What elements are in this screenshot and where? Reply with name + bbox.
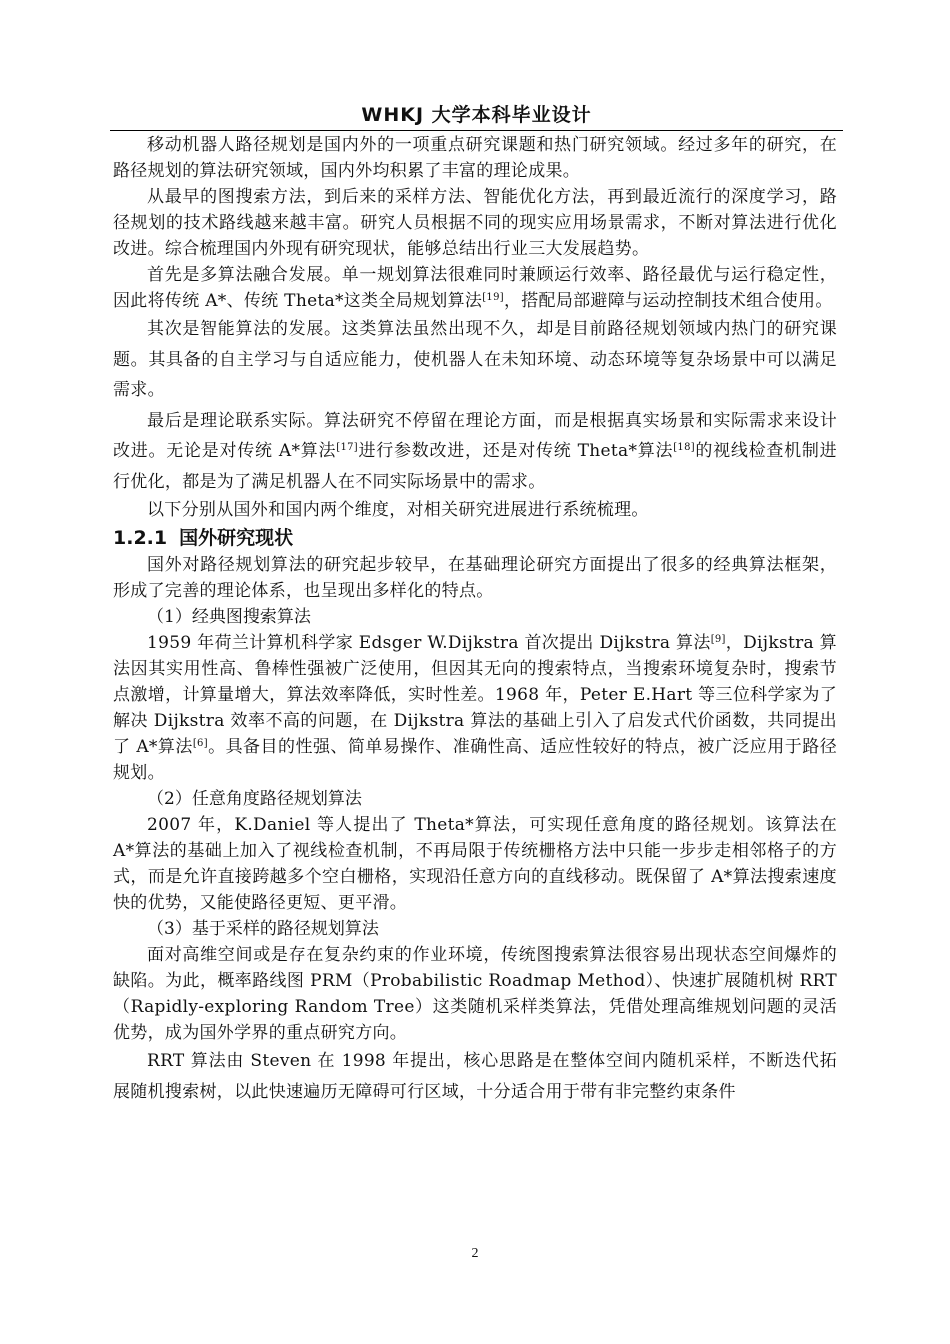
- paragraph-text: ，Dijkstra 算法因其实用性高、鲁棒性强被广泛使用，但因其无向的搜索特点，当搜索环境复杂时，搜索节点激增，计算量增大，算法效率降低，实时性差。1968 年，Peter E.Hart 等三位科学家为了解决 Dijkstra 效率不高的问题，在 Dijkstra 算法的基础上引入了启发式代价函数，共同提出了 A*算法: [113, 633, 837, 757]
- paragraph-text: ，搭配局部避障与运动控制技术组合使用。: [503, 291, 833, 311]
- paragraph-intro: 移动机器人路径规划是国内外的一项重点研究课题和热门研究领域。经过多年的研究，在路径规划的算法研究领域，国内外均积累了丰富的理论成果。: [113, 135, 837, 181]
- section-number: 1.2.1: [113, 527, 168, 549]
- paragraph-trend-fusion: [113, 262, 837, 314]
- citation-ref: [18]: [673, 442, 695, 453]
- section-intro: 国外对路径规划算法的研究起步较早，在基础理论研究方面提出了很多的经典算法框架，形成了完善的理论体系，也呈现出多样化的特点。: [113, 555, 837, 601]
- paragraph-text: 首先是多算法融合发展。单一规划算法很难同时兼顾运行效率、路径最优与运行稳定性，因此将传统 A*、传统 Theta*这类全局规划算法: [113, 265, 837, 311]
- paragraph-technical-routes: 从最早的图搜索方法，到后来的采样方法、智能优化方法，再到最近流行的深度学习，路径规划的技术路线越来越丰富。研究人员根据不同的现实应用场景需求，不断对算法进行优化改进。综合梳理国内外现有研究现状，能够总结出行业三大发展趋势。: [113, 187, 837, 259]
- citation-ref: [17]: [336, 442, 358, 453]
- page-header-title: WHKJ 大学本科毕业设计: [361, 104, 592, 126]
- paragraph-text: 1959 年荷兰计算机科学家 Edsger W.Dijkstra 首次提出 Dijkstra 算法: [147, 633, 711, 653]
- page-number: 2: [471, 1246, 479, 1261]
- subsection-label-sampling: （3）基于采样的路径规划算法: [147, 919, 379, 939]
- subsection-label-any-angle: （2）任意角度路径规划算法: [147, 789, 362, 809]
- paragraph-rrt: RRT 算法由 Steven 在 1998 年提出，核心思路是在整体空间内随机采样，不断迭代拓展随机搜索树，以此快速遍历无障碍可行区域，十分适合用于带有非完整约束条件: [113, 1051, 837, 1102]
- paragraph-outline: 以下分别从国外和国内两个维度，对相关研究进展进行系统梳理。: [147, 500, 649, 520]
- citation-ref: [9]: [710, 634, 726, 645]
- paragraph-graph-search: [113, 630, 837, 786]
- paragraph-trend-intelligent: 其次是智能算法的发展。这类算法虽然出现不久，却是目前路径规划领域内热门的研究课题。其具备的自主学习与自适应能力，使机器人在未知环境、动态环境等复杂场景中可以满足需求。: [113, 319, 837, 400]
- paragraph-text: 。具备目的性强、简单易操作、准确性高、适应性较好的特点，被广泛应用于路径规划。: [113, 737, 837, 783]
- paragraph-text: 的视线检查机制进行优化，都是为了满足机器人在不同实际场景中的需求。: [113, 441, 837, 492]
- body-content: [113, 132, 837, 1107]
- header-rule: [110, 130, 843, 131]
- subsection-label-graph-search: （1）经典图搜索算法: [147, 607, 311, 627]
- section-title: 国外研究现状: [179, 527, 294, 549]
- section-heading: [113, 523, 837, 552]
- paragraph-any-angle: 2007 年，K.Daniel 等人提出了 Theta*算法，可实现任意角度的路径规划。该算法在 A*算法的基础上加入了视线检查机制，不再局限于传统栅格方法中只能一步步走相邻格子的方式，而是允许直接跨越多个空白栅格，实现沿任意方向的直线移动。既保留了 A*算法搜索速度快的优势，又能使路径更短、更平滑。: [113, 815, 837, 913]
- paragraph-sampling: 面对高维空间或是存在复杂约束的作业环境，传统图搜索算法很容易出现状态空间爆炸的缺陷。为此，概率路线图 PRM（Probabilistic Roadmap Method）、快速扩展随机树 RRT（Rapidly-exploring Random Tree）这类随机采样类算法，凭借处理高维规划问题的灵活优势，成为国外学界的重点研究方向。: [113, 945, 837, 1043]
- citation-ref: [6]: [192, 738, 208, 749]
- paragraph-text: 最后是理论联系实际。算法研究不停留在理论方面，而是根据真实场景和实际需求来设计改进。无论是对传统 A*算法: [113, 410, 837, 461]
- paragraph-text: 进行参数改进，还是对传统 Theta*算法: [358, 441, 674, 461]
- citation-ref: [19]: [482, 292, 504, 303]
- paragraph-trend-practice: [113, 406, 837, 498]
